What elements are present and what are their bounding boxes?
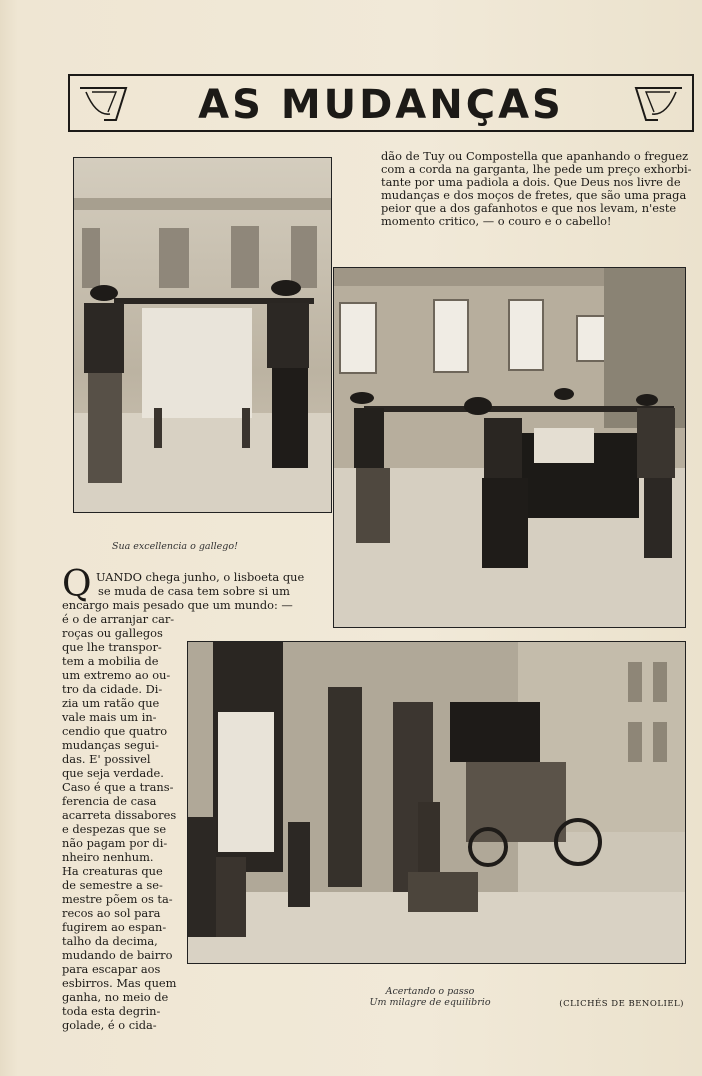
- title-banner: [68, 74, 694, 132]
- article-line: vale mais um in-: [62, 710, 157, 724]
- article-line: fugirem ao espan-: [62, 920, 167, 934]
- article-line: zia um ratão que: [62, 696, 160, 710]
- article-line: Caso é que a trans-: [62, 780, 174, 794]
- article-line: para escapar aos: [62, 962, 161, 976]
- article-line: mudando de bairro: [62, 948, 173, 962]
- article-line: tante por uma padiola a dois. Que Deus nos livre de: [381, 175, 681, 189]
- photo3-caption-line1: Acertando o passo: [385, 986, 475, 997]
- photo3-caption-line2: Um milagre de equilibrio: [369, 997, 491, 1008]
- page-title: AS MUDANÇAS: [198, 82, 564, 128]
- article-line: ferencia de casa: [62, 794, 157, 808]
- article-line: um extremo ao ou-: [62, 668, 171, 682]
- article-line: UANDO chega junho, o lisboeta que: [96, 570, 305, 584]
- article-line: tem a mobilia de: [62, 654, 159, 668]
- article-line: não pagam por di-: [62, 836, 168, 850]
- article-line: é o de arranjar car-: [62, 612, 175, 626]
- photo1-caption: Sua excellencia o gallego!: [112, 541, 238, 552]
- article-line: mestre põem os ta-: [62, 892, 173, 906]
- article-line: de semestre a se-: [62, 878, 163, 892]
- photo-porters-carrying-load: [333, 267, 686, 628]
- article-line: roças ou gallegos: [62, 626, 163, 640]
- article-line: toda esta degrin-: [62, 1004, 161, 1018]
- article-line: momento critico, — o couro e o cabello!: [381, 214, 612, 228]
- article-line: se muda de casa tem sobre si um: [98, 584, 290, 598]
- article-line: nheiro nenhum.: [62, 850, 154, 864]
- article-line: com a corda na garganta, lhe pede um preço exhorbi-: [381, 162, 692, 176]
- photo-credits: (CLICHÉS DE BENOLIEL): [559, 999, 684, 1009]
- article-line: acarreta dissabores: [62, 808, 177, 822]
- article-line: golade, é o cida-: [62, 1018, 157, 1032]
- article-line: peior que a dos gafanhotos e que nos levam, n'este: [381, 201, 677, 215]
- article-line: e despezas que se: [62, 822, 167, 836]
- article-line: cendio que quatro: [62, 724, 168, 738]
- article-top-column: [381, 150, 695, 228]
- article-line: recos ao sol para: [62, 906, 161, 920]
- article-line: mudanças e dos moços de fretes, que são uma praga: [381, 188, 687, 202]
- article-line: Ha creaturas que: [62, 864, 163, 878]
- article-line: ganha, no meio de: [62, 990, 169, 1004]
- article-line: encargo mais pesado que um mundo: —: [62, 598, 293, 612]
- article-line: dão de Tuy ou Compostella que apanhando o freguez: [381, 149, 689, 163]
- article-line: das. E' possivel: [62, 752, 151, 766]
- article-line: que seja verdade.: [62, 766, 164, 780]
- article-line: mudanças segui-: [62, 738, 159, 752]
- photo3-caption: [300, 986, 560, 1008]
- article-line: que lhe transpor-: [62, 640, 162, 654]
- article-line: esbirros. Mas quem: [62, 976, 177, 990]
- art-nouveau-ornament-icon: [632, 82, 686, 126]
- article-line: tro da cidade. Di-: [62, 682, 163, 696]
- photo-gallego-with-stretcher: [73, 157, 332, 513]
- photo-loaded-cart-street: [187, 641, 686, 964]
- article-line: talho da decima,: [62, 934, 158, 948]
- drop-cap: Q: [62, 564, 92, 605]
